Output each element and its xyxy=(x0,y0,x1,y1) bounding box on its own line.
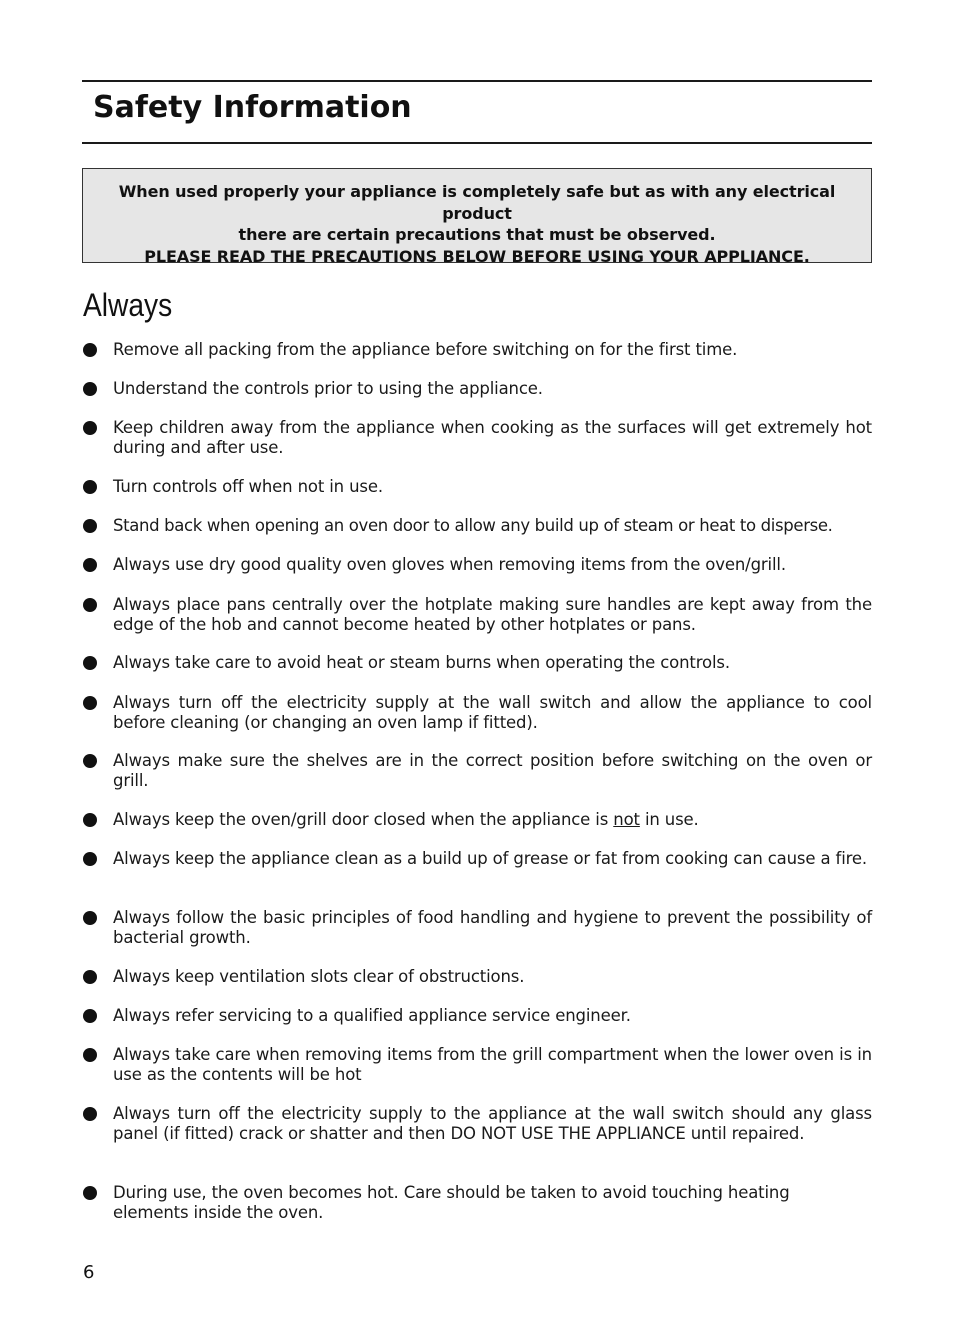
list-item-text: Keep children away from the appliance when cooking as the surfaces will get extremely hot during and after use. xyxy=(113,418,872,457)
list-item-text: Always turn off the electricity supply at the wall switch and allow the appliance to cool before cleaning (or changing an oven lamp if fitted). xyxy=(113,693,872,732)
list-item-text xyxy=(113,810,872,830)
list-item-text: Always turn off the electricity supply to the appliance at the wall switch should any glass panel (if fitted) crack or shatter and then DO NOT USE THE APPLIANCE until repaired. xyxy=(113,1104,872,1143)
text-before: Always keep the oven/grill door closed when the appliance is xyxy=(113,810,614,829)
bullet-icon xyxy=(83,382,97,396)
list-item-text: Remove all packing from the appliance before switching on for the first time. xyxy=(113,340,738,359)
bullet-icon xyxy=(83,480,97,494)
bullet-icon xyxy=(83,852,97,866)
list-item-text: Always use dry good quality oven gloves when removing items from the oven/grill. xyxy=(113,555,786,574)
underlined-word: not xyxy=(613,810,640,829)
list-item-text: Always keep ventilation slots clear of obstructions. xyxy=(113,967,525,986)
bullet-icon xyxy=(83,656,97,670)
bullet-icon xyxy=(83,813,97,827)
bullet-icon xyxy=(83,421,97,435)
bullet-icon xyxy=(83,970,97,984)
bullet-icon xyxy=(83,696,97,710)
list-item-text: Always place pans centrally over the hotplate making sure handles are kept away from the edge of the hob and cannot become heated by other hotplates or pans. xyxy=(113,595,872,634)
text-after: in use. xyxy=(639,810,699,829)
bullet-icon xyxy=(83,343,97,357)
bullet-icon xyxy=(83,1107,97,1121)
list-item-text: During use, the oven becomes hot. Care should be taken to avoid touching heating elements inside the oven. xyxy=(113,1183,790,1222)
title-bottom-rule xyxy=(82,142,872,144)
bullet-icon xyxy=(83,598,97,612)
list-item-text: Always take care when removing items from the grill compartment when the lower oven is in use as the contents will be hot xyxy=(113,1045,872,1084)
notice-line-3: PLEASE READ THE PRECAUTIONS BELOW BEFORE USING YOUR APPLIANCE. xyxy=(144,246,810,266)
bullet-icon xyxy=(83,754,97,768)
page-number: 6 xyxy=(83,1262,95,1283)
list-item-text: Understand the controls prior to using the appliance. xyxy=(113,379,543,398)
list-item-text: Always refer servicing to a qualified appliance service engineer. xyxy=(113,1006,631,1025)
notice-line-2: there are certain precautions that must be observed. xyxy=(238,225,716,244)
list-item-text: Turn controls off when not in use. xyxy=(113,477,383,496)
bullet-icon xyxy=(83,1186,97,1200)
bullet-icon xyxy=(83,1009,97,1023)
notice-line-1: When used properly your appliance is completely safe but as with any electrical product xyxy=(118,182,836,223)
bullet-icon xyxy=(83,911,97,925)
list-item-text: Always take care to avoid heat or steam burns when operating the controls. xyxy=(113,653,730,672)
bullet-icon xyxy=(83,558,97,572)
list-item-text: Stand back when opening an oven door to allow any build up of steam or heat to disperse. xyxy=(113,516,833,535)
title-top-rule xyxy=(82,80,872,82)
bullet-icon xyxy=(83,519,97,533)
section-heading-always: Always xyxy=(83,287,173,323)
list-item-text: Always make sure the shelves are in the correct position before switching on the oven or grill. xyxy=(113,751,872,790)
safety-notice-box xyxy=(82,168,872,266)
list-item-text: Always follow the basic principles of food handling and hygiene to prevent the possibility of bacterial growth. xyxy=(113,908,872,947)
page-title: Safety Information xyxy=(93,90,412,125)
bullet-icon xyxy=(83,1048,97,1062)
list-item-text: Always keep the appliance clean as a build up of grease or fat from cooking can cause a fire. xyxy=(113,849,867,868)
